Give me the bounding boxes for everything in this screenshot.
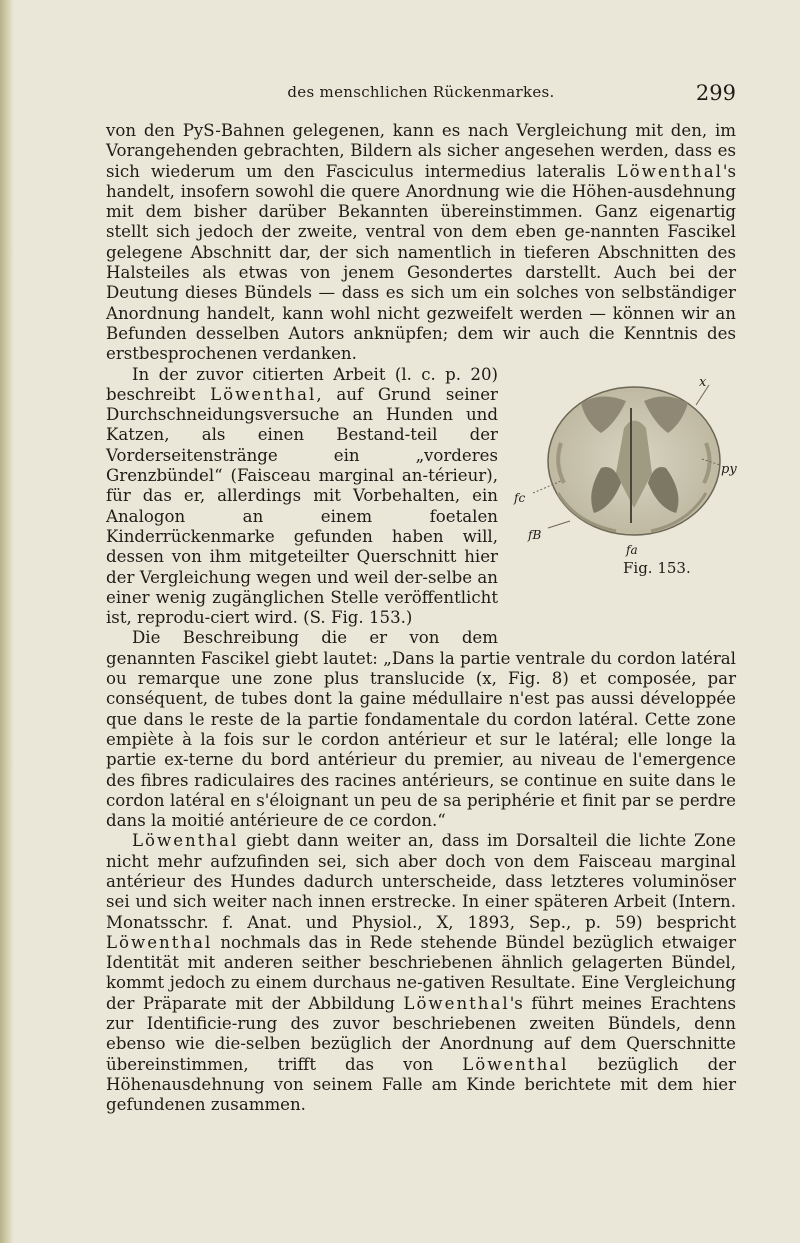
- paragraph-text: bezüglich der Höhenausdehnung von seinem Falle am Kinde berichtete mit dem hier gefundenen zusammen.: [106, 1054, 736, 1115]
- paragraph-text: von den PyS-Bahnen gelegenen, kann es nach Vergleichung mit den, im Vorangehenden gebrachten, Bildern als sicher angesehen werden, dass es sich wiederum um den Fasciculus intermedius lateralis: [106, 121, 736, 181]
- paragraph-4: [106, 831, 736, 1115]
- author-name: Löwenthal: [106, 932, 213, 952]
- figure-label: fa: [626, 542, 638, 557]
- author-name: Löwenthal: [403, 993, 510, 1013]
- body-text: [106, 121, 736, 1116]
- figure-label: fB: [528, 527, 542, 542]
- paragraph-1: [106, 121, 736, 365]
- paragraph-text: giebt dann weiter an, dass im Dorsalteil die lichte Zone nicht mehr aufzufinden sei, sich aber doch von dem Faisceau marginal antérieur des Hundes dadurch unterscheide, dass letzteres voluminöser sei und sich weiter nach innen erstrecke. In einer späteren Arbeit (Intern. Monatsschr. f. Anat. und Physiol., X, 1893, Sep., p. 59) bespricht: [106, 831, 736, 932]
- figure-caption: Fig. 153.: [623, 558, 691, 577]
- page-number: 299: [695, 81, 736, 105]
- figure-label: x: [699, 374, 707, 390]
- paragraph-3: Die Beschreibung die er von dem genannten Fascikel giebt lautet: „Dans la partie ventrale du cordon latéral ou remarque une zone plus translucide (x, Fig. 8) et composée, par conséquent, de tubes dont la gaine médullaire n'est pas aussi développée que dans le reste de la partie fondamentale du cordon latéral. Cette zone empiète à la fois sur le cordon antérieur et sur le latéral; elle longe la partie ex-terne du bord antérieur du premier, au niveau de l'emergence des fibres radiculaires des racines antérieurs, se continue en suite dans le cordon latéral en s'éloignant un peu de sa periphérie et finit par se perdre dans la moitié antérieure de ce cordon.“: [106, 628, 736, 831]
- author-name: Löwenthal: [210, 384, 317, 404]
- running-title: des menschlichen Rückenmarkes.: [287, 83, 555, 101]
- paragraph-text: , auf Grund seiner Durchschneidungsversuche an Hunden und Katzen, als einen Bestand-teil der Vorderseitenstränge ein „vorderes Grenzbündel“ (Faisceau marginal an-térieur), für das er, allerdings mit Vorbehalten, ein Analogon an einem foetalen Kinderrückenmarke gefunden haben will, dessen von ihm mitgeteilter Querschnitt hier der Vergleichung wegen und weil der-selbe an einer wenig zugänglichen Stelle veröffentlicht ist, reprodu-ciert wird. (S. Fig. 153.): [106, 384, 498, 628]
- author-name: Löwenthal: [462, 1054, 569, 1074]
- figure-label: py: [721, 461, 737, 477]
- paragraph-text: 's führt meines Erachtens zur Identificie-rung des zuvor beschriebenen zweiten Bündels, denn ebenso wie die-selben bezüglich der Anordnung auf dem Querschnitte übereinstimmen, trifft das von: [106, 993, 736, 1074]
- author-name: Löwenthal: [616, 161, 723, 181]
- paragraph-text: nochmals das in Rede stehende Bündel bezüglich etwaiger Identität mit anderen seither beschriebenen ähnlich gelagerten Bündel, kommt jedoch zu einem durchaus ne-gativen Resultate. Eine Vergleichung der Präparate mit der Abbildung: [106, 932, 736, 1013]
- paragraph-text: 's handelt, insofern sowohl die quere Anordnung wie die Höhen-ausdehnung mit dem bisher darüber Bekannten übereinstimmen. Ganz eigenartig stellt sich jedoch der zweite, ventral von dem eben ge-nannten Fascikel gelegene Abschnitt dar, der sich namentlich in tieferen Abschnitten des Halsteiles als etwas von jenem Gesondertes darstellt. Auch bei der Deutung dieses Bündels — dass es sich um ein solches von selbständiger Anordnung handelt, kann wohl nicht gezweifelt werden — können wir an Befunden desselben Autors anknüpfen; dem wir auch die Kenntnis des erstbesprochenen verdanken.: [106, 161, 736, 364]
- author-name: Löwenthal: [132, 831, 239, 851]
- figure-153: [506, 373, 736, 638]
- paragraph-text: In der zuvor citierten Arbeit (l. c. p. 20) beschreibt: [106, 364, 498, 404]
- page-header: [106, 83, 736, 107]
- figure-label: fc: [514, 490, 526, 505]
